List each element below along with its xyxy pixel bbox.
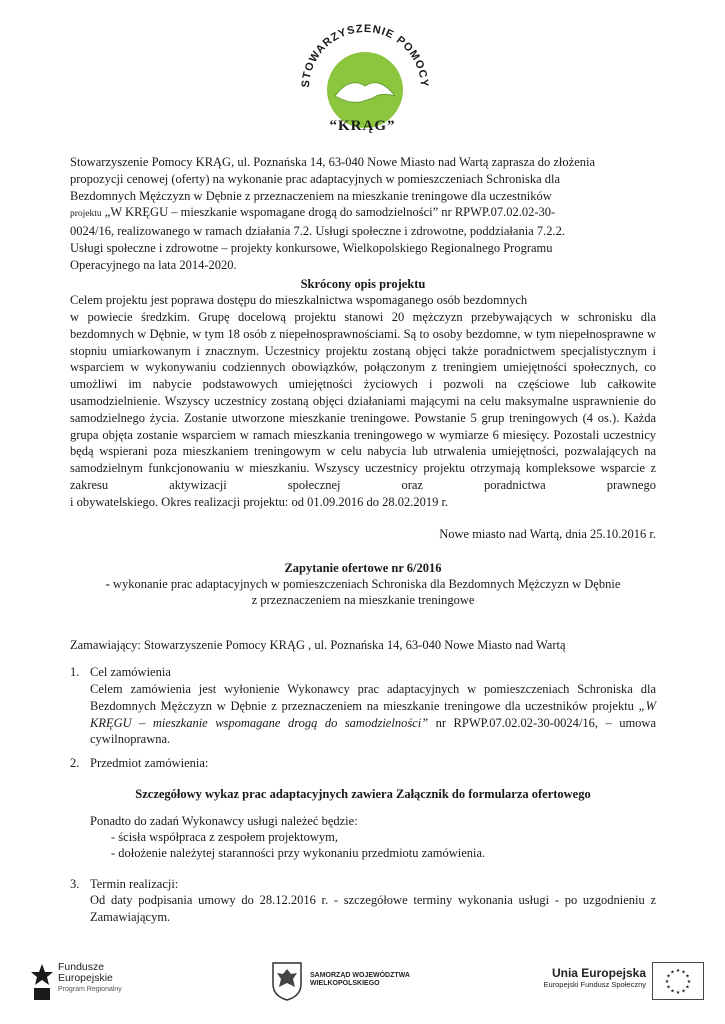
eu-star-icon: ★: [675, 969, 681, 974]
inquiry-dash: -: [105, 577, 110, 591]
section-1-body-a: Celem zamówienia jest wyłonienie Wykonawcy prac adaptacyjnych w pomieszczeniach Schroniska dla Bezdomnych Mężczyzn w Dębnie z przeznaczeniem na mieszkanie treningowe dla uczestników projektu: [90, 682, 656, 713]
fe-line: Program Regionalny: [58, 986, 122, 993]
eu-star-icon: ★: [686, 980, 692, 985]
fe-text: [58, 962, 122, 995]
ue-line: Unia Europejska: [551, 966, 646, 980]
eu-star-icon: ★: [685, 985, 690, 991]
ue-text: [526, 966, 646, 989]
duty-item: - dołożenie należytej staranności przy wykonaniu przedmiotu zamówienia.: [111, 846, 486, 860]
summary-last-line: i obywatelskiego. Okres realizacji projektu: od 01.09.2016 do 28.02.2019 r.: [70, 495, 449, 509]
ue-line: Europejski Fundusz Społeczny: [543, 980, 646, 989]
eu-star-icon: ★: [681, 989, 686, 995]
section-3-body: Od daty podpisania umowy do 28.12.2016 r. - szczegółowe terminy wykonania usługi - po uzgodnieniu z Zamawiającym.: [90, 893, 656, 924]
fe-line: Europejskie: [58, 972, 113, 984]
intro-line: 0024/16, realizowanego w ramach działania 7.2. Usługi społeczne i zdrowotne, poddziałania 7.2.2.: [70, 224, 565, 239]
wielkopolska-logo: [270, 960, 420, 1004]
eu-star-icon: ★: [670, 970, 675, 976]
duty-item: - ścisła współpraca z zespołem projektowym,: [111, 830, 339, 844]
eu-star-icon: ★: [666, 985, 671, 991]
duties-intro: Ponadto do zadań Wykonawcy usługi należeć będzie:: [90, 814, 358, 828]
section-1-body: [90, 681, 656, 748]
intro-line: [70, 204, 656, 223]
eu-star-icon: ★: [664, 980, 670, 985]
section-1-title: Cel zamówienia: [90, 665, 171, 679]
inquiry-subtitle-line: [70, 576, 656, 593]
eu-star-icon: ★: [675, 991, 681, 996]
logo-arc-text: STOWARZYSZENIE POMOCY: [299, 22, 431, 88]
section-2-bold-line: Szczegółowy wykaz prac adaptacyjnych zawiera Załącznik do formularza ofertowego: [135, 787, 591, 801]
fe-star-icon: [30, 962, 54, 1002]
fe-line: Fundusze: [58, 961, 105, 973]
eu-flag-icon: [652, 962, 704, 1000]
section-1-body-italic: „W KRĘGU – mieszkanie wspomagane drogą do samodzielności”: [90, 698, 656, 730]
footer-logos: [0, 960, 725, 1005]
eu-star-icon: ★: [685, 974, 690, 980]
eu-star-icon: ★: [681, 970, 686, 976]
intro-line: Operacyjnego na lata 2014-2020.: [70, 257, 237, 272]
intro-line: Bezdomnych Mężczyzn w Dębnie z przeznaczeniem na mieszkanie treningowe dla uczestników: [70, 188, 552, 203]
date-line: Nowe miasto nad Wartą, dnia 25.10.2016 r.: [439, 527, 656, 541]
logo-name: “KRĄG”: [329, 118, 396, 134]
intro-paragraph: [70, 154, 656, 274]
eu-star-icon: ★: [666, 974, 671, 980]
intro-line: Stowarzyszenie Pomocy KRĄG, ul. Poznańska 14, 63-040 Nowe Miasto nad Wartą zaprasza do złożenia: [70, 155, 596, 169]
wlkp-line: WIELKOPOLSKIEGO: [310, 980, 380, 987]
eu-star-icon: ★: [670, 989, 675, 995]
section-1-number: 1.: [70, 665, 80, 679]
fundusze-europejskie-logo: [30, 962, 150, 1004]
wlkp-text: [310, 972, 410, 988]
summary-body: w powiecie średzkim. Grupę docelową projektu stanowi 20 mężczyzn przebywających w schronisku dla bezdomnych w Dębnie, w tym 18 osób z niepełnosprawnościami. Są to osoby bezdomne, w tym niepełnosprawne w stopniu umiarkowanym i znacznym. Uczestnicy projektu zostaną objęci także poradnictwem specjalistycznym i wsparciem w wykonywaniu codziennych obowiązków, połączonym z treningiem umiejętności społecznych, co umożliwi im nabycie podstawowych umiejętności życiowych i pozwoli na częściowe lub całkowite usamodzielnienie. Wszyscy uczestnicy zostaną objęci działaniami mającymi na celu maksymalne usprawnienie do samodzielnego życia. Zostanie utworzone mieszkanie treningowe. Powstanie 5 grup treningowych (4 os.). Każda grupa objęta zostanie wsparciem w ramach mieszkania treningowego w wymiarze 6 miesięcy. Pozostali uczestnicy będą wspierani poza mieszkaniem treningowym w celu nabycia lub utrwalenia umiejętności, pozwalających na samodzielnym funkcjonowaniu w mieszkaniu. Wszyscy uczestnicy projektu otrzymają kompleksowe wsparcie z zakresu aktywizacji społecznej oraz poradnictwa prawnego: [70, 310, 656, 492]
wlkp-line: SAMORZĄD WOJEWÓDZTWA: [310, 972, 410, 979]
intro-line: Usługi społeczne i zdrowotne – projekty konkursowe, Wielkopolskiego Regionalnego Programu: [70, 240, 553, 255]
summary-title: Skrócony opis projektu: [300, 277, 426, 291]
section-3-number: 3.: [70, 877, 80, 891]
orderer-line: Zamawiający: Stowarzyszenie Pomocy KRĄG , ul. Poznańska 14, 63-040 Nowe Miasto nad Wartą: [70, 638, 566, 652]
inquiry-subtitle-line2: z przeznaczeniem na mieszkanie treningowe: [251, 593, 475, 607]
inquiry-title: Zapytanie ofertowe nr 6/2016: [284, 561, 442, 575]
inquiry-subtitle-text: wykonanie prac adaptacyjnych w pomieszczeniach Schroniska dla Bezdomnych Mężczyzn w Dębnie: [109, 577, 621, 591]
section-1-body-b: nr RPWP.07.02.02-30-0024/16, – umowa cywilnoprawna.: [90, 715, 656, 747]
intro-small-word: projektu: [70, 209, 102, 220]
summary-first-line: Celem projektu jest poprawa dostępu do mieszkalnictwa wspomaganego osób bezdomnych: [70, 293, 528, 307]
section-2-title: Przedmiot zamówienia:: [90, 756, 209, 770]
intro-line: propozycji cenowej (oferty) na wykonanie prac adaptacyjnych w pomieszczeniach Schroniska dla: [70, 171, 561, 186]
intro-line-rest: „W KRĘGU – mieszkanie wspomagane drogą do samodzielności” nr RPWP.07.02.02-30-: [101, 205, 556, 220]
section-3-title: Termin realizacji:: [90, 877, 179, 891]
section-2-number: 2.: [70, 756, 80, 770]
eagle-crest-icon: [270, 960, 304, 1002]
